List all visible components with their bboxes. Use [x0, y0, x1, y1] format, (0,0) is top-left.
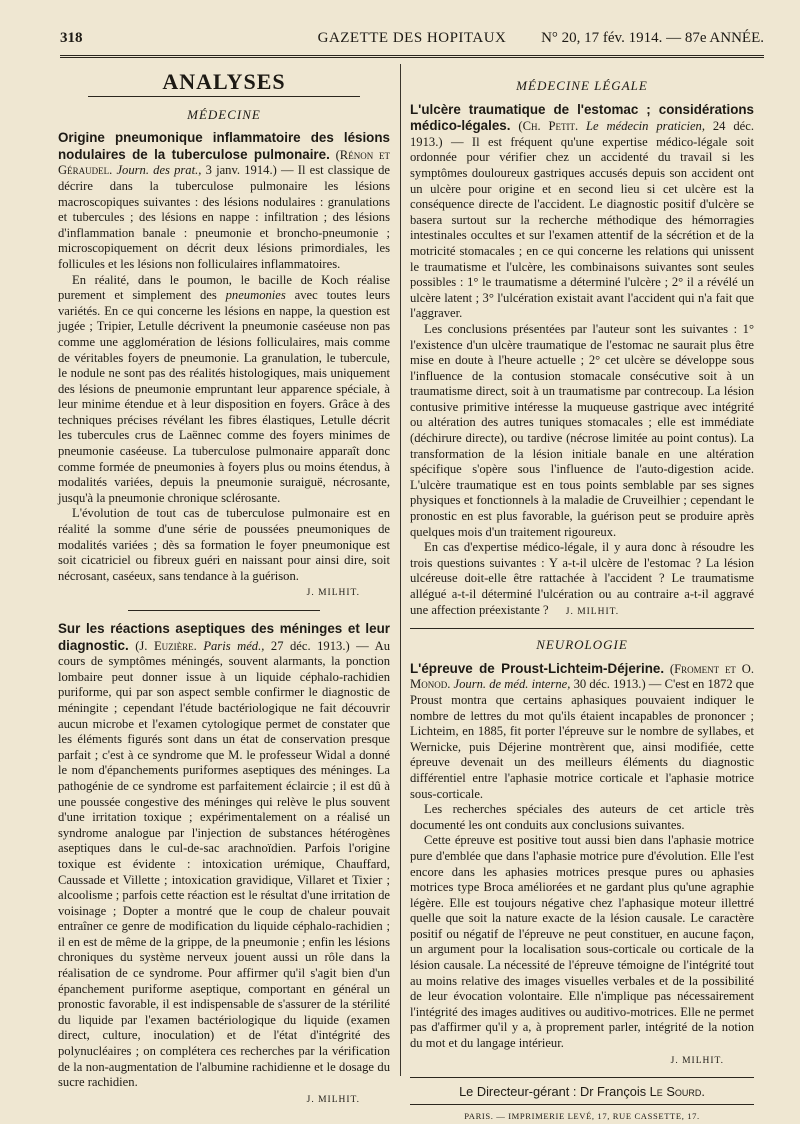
article-text-italic: pneumonies [225, 288, 286, 303]
article-journal: Journ. de méd. interne, [453, 677, 571, 692]
article-signature: J. MILHIT. [670, 1055, 724, 1066]
director-label: Le Directeur-gérant : Dr François [459, 1084, 647, 1100]
article-text: En cas d'expertise médico-légale, il y aura donc à résoudre les trois questions suivantes : Y a-t-il ulcère de l'estomac ? La lésion ulcéreuse doit-elle être rattachée à l'accident ? Le traumatisme allégué a-t-il déterminé l'ulcération ou au contraire a-t-il aggravé une affection préexistante ? [410, 540, 754, 617]
article-authors: (Froment et O. Monod. [410, 661, 754, 692]
article-journal: Paris méd., [203, 638, 265, 653]
article-authors: (Ch. Petit. [518, 119, 579, 134]
left-column [58, 64, 390, 1114]
rubric-neurologie: NEUROLOGIE [536, 637, 628, 653]
article-proust [410, 661, 754, 1069]
section-heading: ANALYSES [162, 69, 286, 94]
article-title: L'épreuve de Proust-Lichteim-Déjerine. [410, 660, 665, 676]
article-meninges [58, 621, 390, 1108]
printer-imprint: PARIS. — IMPRIMERIE LEVÉ, 17, RUE CASSETTE, 17. [464, 1110, 700, 1121]
article-text: avec toutes leurs variétés. En ce qui concerne les lésions en nappe, la question est jugée ; Tripier, Letulle décrivent la pneumonie caséeuse non pas comme une agglomération de lésions folliculaires, mais comme de véritables foyers de pneumonie. La granulation, le tubercule, le nodule ne sont pas des réalités histologiques, mais uniquement des lésions de pneumonie empruntant leur apparence spéciale, à leur minime étendue et à leur disposition en foyers. Grâce à des techniques précises révélant les fibres élastiques, Letulle décrit les tubercules crus de Laënnec comme des foyers minimes de pneumonie caséeuse. La tuberculose pulmonaire apparaît donc comme formée de pneumonies à foyers plus ou moins étendus, à modalités variées, depuis la pneumonie suraiguë, nécrosante, jusqu'à la pneumonie chronique sclérosante. [58, 288, 390, 505]
article-paragraph: L'évolution de tout cas de tuberculose pulmonaire est en réalité la somme d'une série de poussées pneumoniques de modalités variées ; dès sa formation le foyer pneumonique est soit cicatriciel ou fibreux guéri en naissant pour ainsi dire, soit nécrosant, caséeux, sans tendance à la guérison. [58, 506, 390, 583]
printer-rule [410, 1104, 754, 1105]
article-tuberculose [58, 130, 390, 602]
article-date: 24 déc. 1913.) [410, 119, 754, 149]
article-text: En réalité, dans le poumon, le bacille de Koch réalise purement et simplement des [58, 272, 390, 303]
article-date: 30 déc. 1913.) — [573, 677, 662, 692]
article-title: Origine pneumonique inflammatoire des lésions nodulaires de la tuberculose pulmonaire. [58, 130, 390, 162]
article-text: Il est classique de décrire dans la tuberculose pulmonaire les lésions macroscopiques suivantes : des lésions nodulaires : granulations et tubercules ; des lésions en nappe : infiltration ; des lésions d'inflammation banale : pneumonie et broncho-pneumonie ; microscopiquement on décrit deux lésions primordiales, les follicules et les lésions non folliculaires inflammatoires. [58, 163, 391, 271]
right-column [410, 64, 754, 1124]
article-paragraph: Cette épreuve est positive tout aussi bien dans l'aphasie motrice pure d'emblée que dans l'aphasie motrice pure d'évolution. Elle l'est encore dans les aphasies motrices presque pures ou aphasies motrices type Broca améliorées et ne gardant plus qu'une agraphie légère. Elle est toujours négative chez l'aphasique moteur illettré quelle que soit la nature exacte de la lésion causale. Le caractère positif ou négatif de l'épreuve ne peut constituer, en aucune façon, un argument pour la localisation sous-corticale ou corticale de la lésion causale. La nécessité de l'épreuve témoigne de l'intégrité tout au moins relative des images visuelles verbales et de la possibilité de leur évocation volontaire. Elle n'implique pas nécessairement l'intégrité des images auditives ou auditivo-motrices. Elle ne permet pas d'affirmer qu'il y a, à proprement parler, intégrité de la notion du mot et du langage intérieur. [410, 833, 754, 1051]
column-divider [400, 64, 401, 1076]
article-text: — Il est fréquent qu'une expertise médico-légale soit ordonnée pour vérifier chez un accidenté du travail si les symptômes douloureux gastriques accusés depuis son accident ont un ulcère pour origine et en second lieu si cet ulcère est la conséquence directe de l'accident. Le diagnostic positif d'ulcère se basera surtout sur la recherche méthodique des hémorragies intestinales occultes et sur l'examen attentif de la sécrétion et de la motricité stomacales ; en ce qui concerne les relations qui unissent le traumatisme et l'ulcère, les combinaisons suivantes sont seules possibles : 1° le traumatisme a déterminé l'ulcère ; 2° il a révélé un ulcère latent ; 3° l'ulcération existait avant l'accident qui n'a fait que l'aggraver. [410, 134, 754, 321]
article-ulcere [410, 102, 754, 621]
journal-title: GAZETTE DES HOPITAUX [317, 30, 507, 46]
director-name: Le Sourd. [649, 1084, 705, 1100]
running-header [60, 30, 764, 50]
article-title: L'ulcère traumatique de l'estomac ; considérations médico-légales. [410, 101, 754, 134]
article-paragraph [410, 102, 754, 322]
rubric-medecine: MÉDECINE [187, 106, 261, 122]
article-text: Au cours de symptômes méningés, souvent alarmants, la ponction lombaire peut donner issue à un liquide céphalo-rachidien puriforme, qui par son aspect semble confirmer le diagnostic de méningite ; cependant l'étude bactériologique ne fait découvrir aucun microbe et l'examen cytologique permet de constater que les éléments figurés sont dans un état de conservation presque parfait ; c'est à ce syndrome que M. le professeur Widal a donné le nom d'épanchements puriformes aseptiques des méninges. La pathogénie de ce syndrome est parfaitement éclaircie ; il est dû à une poussée congestive des méninges qui relève le plus souvent d'une irritation toxique ; expérimentalement on a réalisé un syndrome analogue par l'injection de substances hétérogènes aseptiques dans le cul-de-sac arachnoïdien. Parfois l'origine toxique est évidente : intoxication urémique, Chauffard, Caussade et Villette ; intoxication gravidique, Villaret et Tixier ; alcoolisme ; parfois cette réaction est le résultat d'une irritation de voisinage ; Dopter a montré que le coup de chaleur pouvait entraîner ce genre de modification du liquide céphalo-rachidien ; il en est de même de la grippe, de la pneumonie ; enfin les lésions chroniques du système nerveux jouent aussi un rôle dans la réalisation de ce syndrome. Pour affirmer qu'il s'agit bien d'un épanchement puriforme aseptique, comportant en général un pronostic favorable, il est indispensable de s'assurer de la stérilité du liquide par l'examen bactériologique du liquide (examen direct, culture, inoculation) et de l'état d'intégrité des polynucléaires ; on complétera ces recherches par la vérification de la non-augmentation de l'albumine rachidienne et le dosage du sucre rachidien. [58, 638, 390, 1090]
article-signature: J. MILHIT. [565, 606, 620, 617]
article-paragraph: Les recherches spéciales des auteurs de cet article très documenté les ont conduits aux conclusions suivantes. [410, 802, 754, 832]
article-paragraph [58, 273, 390, 507]
article-signature: J. MILHIT. [306, 588, 360, 599]
article-date: 27 déc. 1913.) — [270, 638, 369, 653]
article-journal: Le médecin praticien, [586, 119, 705, 134]
article-text: C'est en 1872 que Proust montra que certains aphasiques pouvaient indiquer le nombre de lettres du mot qu'ils étaient incapables de prononcer ; Lichteim, en 1885, fit porter l'épreuve sur le nombre de syllabes, et Wernicke, puis Déjerine montrèrent que, ainsi modifiée, cette épreuve devenait un des meilleurs éléments du diagnostic différentiel entre l'aphasie motrice corticale et l'aphasie motrice sous-corticale. [410, 677, 754, 801]
article-paragraph [410, 540, 754, 620]
director-line [410, 1084, 754, 1100]
article-separator [410, 628, 754, 629]
footer-rule [410, 1077, 754, 1078]
article-paragraph [410, 661, 754, 802]
issue-info: N° 20, 17 fév. 1914. — 87e ANNÉE. [541, 30, 764, 46]
article-journal: Journ. des prat., [116, 163, 202, 178]
article-paragraph: Les conclusions présentées par l'auteur sont les suivantes : 1° l'existence d'un ulcère traumatique de l'estomac ne saurait plus être mise en doute à l'heure actuelle ; 2° cet ulcère se développe sous l'influence de la contusion stomacale consécutive soit à un traumatisme direct, soit à un traumatisme par contrecoup. La lésion contusive primitive intéresse la muqueuse gastrique avec intégrité ou altération des autres tuniques stomacales ; elle est immédiate (déchirure directe), ou tardive (nécrose limitée au point contus). La transformation de la lésion initiale banale en une altération spécifique s'opère sous l'influence de l'auto-digestion acide. L'ulcère traumatique est en tous points semblable par ses signes physiques et fonctionnels à la maladie de Cruveilhier ; cependant le pronostic en est plus favorable, la guérison peut se produire après quelques mois d'un traitement rigoureux. [410, 321, 754, 539]
heading-rule [88, 96, 360, 97]
header-rule [60, 55, 764, 58]
article-signature: J. MILHIT. [306, 1094, 360, 1105]
article-paragraph [58, 621, 390, 1091]
article-date: 3 janv. 1914.) — [205, 163, 294, 178]
page-number: 318 [60, 30, 83, 46]
article-authors: (J. Euzière. [135, 638, 197, 653]
rubric-medecine-legale: MÉDECINE LÉGALE [516, 78, 648, 93]
article-paragraph [58, 130, 390, 272]
article-authors: (Rénon et Géraudel. [58, 147, 390, 178]
article-title: Sur les réactions aseptiques des méninges et leur diagnostic. [58, 621, 390, 653]
article-separator [128, 610, 320, 611]
